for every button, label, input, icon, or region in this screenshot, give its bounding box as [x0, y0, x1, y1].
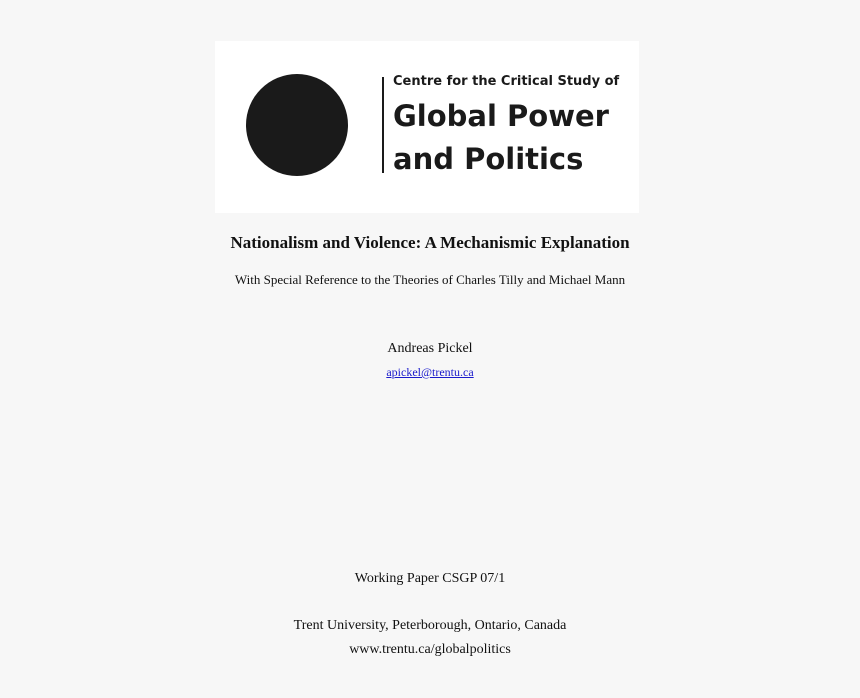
logo-kicker: Centre for the Critical Study of [393, 74, 620, 89]
logo-line-global-power: Global Power [393, 99, 609, 133]
document-subtitle: With Special Reference to the Theories of Charles Tilly and Michael Mann [234, 272, 626, 287]
logo-divider [382, 77, 384, 173]
document-title: Nationalism and Violence: A Mechanismic Explanation [230, 233, 630, 252]
working-paper-id: Working Paper CSGP 07/1 [354, 571, 506, 586]
logo-wordmark [393, 73, 619, 181]
website: www.trentu.ca/globalpolitics [349, 642, 511, 657]
author-email-link[interactable]: apickel@trentu.ca [386, 365, 474, 379]
logo-circle-icon [246, 74, 348, 176]
institution: Trent University, Peterborough, Ontario, Canada [293, 618, 567, 633]
author-name: Andreas Pickel [387, 341, 473, 356]
logo-line-and-politics: and Politics [393, 142, 584, 176]
author-email [0, 365, 860, 380]
centre-logo [215, 41, 639, 213]
